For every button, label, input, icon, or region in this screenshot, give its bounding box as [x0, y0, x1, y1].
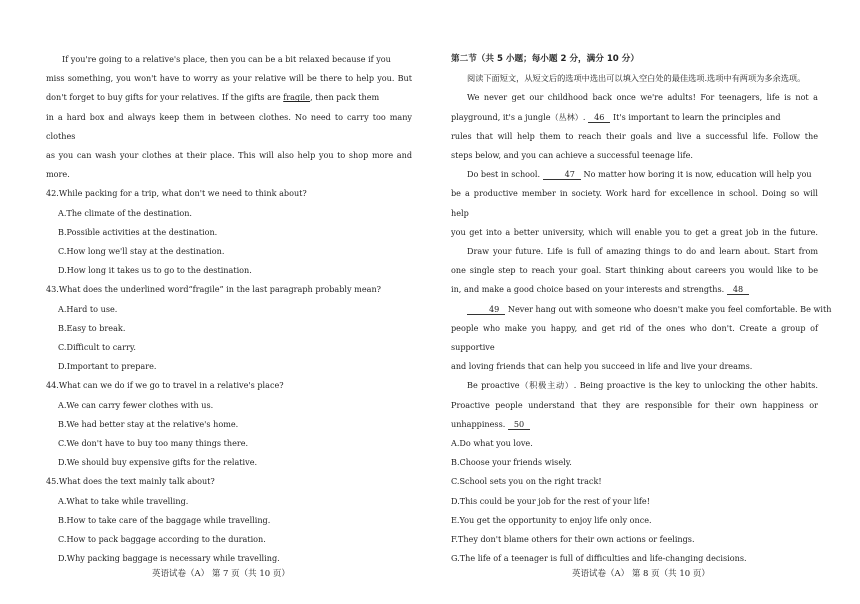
option: C.How to pack baggage according to the duration. — [58, 534, 266, 545]
option: B.Possible activities at the destination. — [58, 226, 218, 237]
blank-50: 50 — [508, 419, 530, 430]
option: B.Choose your friends wisely. — [451, 457, 572, 468]
blank-49: 49 — [467, 304, 505, 315]
question-42 — [46, 184, 412, 280]
option: D.We should buy expensive gifts for the relative. — [58, 457, 258, 468]
passage-line: you get into a better university, which will enable you to get a great job in the future. — [451, 226, 818, 237]
option: A.We can carry fewer clothes with us. — [58, 399, 214, 410]
question-44 — [46, 376, 412, 472]
passage-line: and loving friends that can help you succeed in life and live your dreams. — [451, 361, 753, 372]
passage-line: as you can wash your clothes at their place. This will also help you to shop more and — [46, 150, 412, 161]
passage-line: in a hard box and always keep them in between clothes. No need to carry too many clothes — [46, 111, 412, 141]
section-heading: 第二节（共 5 小题；每小题 2 分，满分 10 分） — [451, 54, 639, 64]
passage-line: in, and make a good choice based on your interests and strengths. 48 — [451, 280, 818, 299]
option: A.The climate of the destination. — [58, 207, 192, 218]
passage-line: Be proactive（积极主动）. Being proactive is the key to unlocking the other habits. — [467, 380, 818, 391]
passage-line: rules that will help them to reach their goals and live a successful life. Follow the — [451, 130, 818, 141]
option: A.Do what you love. — [451, 438, 533, 449]
underlined-word-fragile: fragile — [283, 92, 311, 103]
passage-line: We never get our childhood back once we're adults! For teenagers, life is not a — [467, 92, 818, 103]
option: B.Easy to break. — [58, 322, 126, 333]
passage-line: Proactive people understand that they are responsible for their own happiness or — [451, 399, 818, 410]
option: G.The life of a teenager is full of difficulties and life-changing decisions. — [451, 553, 747, 564]
passage-line: 49 Never hang out with someone who doesn't make you feel comfortable. Be with — [451, 300, 818, 319]
passage-line: miss something, you won't have to worry as your relative will be there to help you. But — [46, 73, 412, 84]
passage-line: steps below, and you can achieve a successful teenage life. — [451, 150, 693, 161]
right-column — [451, 50, 832, 568]
option: C.School sets you on the right track! — [451, 476, 602, 487]
option: D.This could be your job for the rest of your life! — [451, 495, 650, 506]
section-instruction: 阅读下面短文，从短文后的选项中选出可以填入空白处的最佳选项.选项中有两项为多余选项。 — [467, 73, 806, 84]
blank-46: 46 — [588, 112, 610, 123]
passage-line: unhappiness. 50 — [451, 415, 818, 434]
option: C.Difficult to carry. — [58, 342, 136, 353]
option: C.How long we'll stay at the destination. — [58, 246, 225, 257]
question-stem: 42.While packing for a trip, what don't we need to think about? — [46, 188, 307, 199]
question-stem: 45.What does the text mainly talk about? — [46, 476, 215, 487]
question-stem: 44.What can we do if we go to travel in a relative's place? — [46, 380, 284, 391]
question-stem: 43.What does the underlined word“fragile” in the last paragraph probably mean? — [46, 284, 382, 295]
passage-line: playground, it's a jungle（丛林）. 46 It's important to learn the principles and — [451, 111, 781, 122]
passage-line: one single step to reach your goal. Start thinking about careers you would like to be — [451, 265, 818, 276]
passage-line: Draw your future. Life is full of amazing things to do and learn about. Start from — [467, 246, 818, 257]
option: B.We had better stay at the relative's home. — [58, 418, 239, 429]
passage-line: If you're going to a relative's place, then you can be a bit relaxed because if you — [62, 54, 391, 64]
option: A.Hard to use. — [58, 303, 118, 314]
passage-line: people who make you happy, and get rid of the ones who don't. Create a group of supportive — [451, 322, 818, 353]
option: A.What to take while travelling. — [58, 495, 189, 506]
passage-line: be a productive member in society. Work hard for excellence in school. Doing so will help — [451, 188, 818, 218]
footer-left-page-number: 英语试卷（A） 第 7 页（共 10 页） — [152, 569, 290, 579]
passage-line: Do best in school. 47 No matter how boring it is now, education will help you — [467, 169, 812, 180]
question-43 — [46, 280, 412, 376]
footer-right-page-number: 英语试卷（A） 第 8 页（共 10 页） — [572, 569, 710, 579]
option: D.How long it takes us to go to the destination. — [58, 265, 252, 276]
question-45 — [46, 472, 412, 568]
option: D.Important to prepare. — [58, 361, 157, 372]
left-column — [46, 50, 412, 568]
blank-48: 48 — [727, 284, 749, 295]
option-list — [451, 434, 818, 568]
option: D.Why packing baggage is necessary while travelling. — [58, 553, 280, 564]
option: B.How to take care of the baggage while travelling. — [58, 514, 271, 525]
passage-line: don't forget to buy gifts for your relatives. If the gifts are fragile, then pack them — [46, 92, 380, 103]
option: C.We don't have to buy too many things there. — [58, 438, 249, 449]
blank-47: 47 — [543, 169, 581, 180]
option: E.You get the opportunity to enjoy life only once. — [451, 514, 652, 525]
option: F.They don't blame others for their own actions or feelings. — [451, 534, 695, 545]
passage-line: more. — [46, 169, 70, 180]
